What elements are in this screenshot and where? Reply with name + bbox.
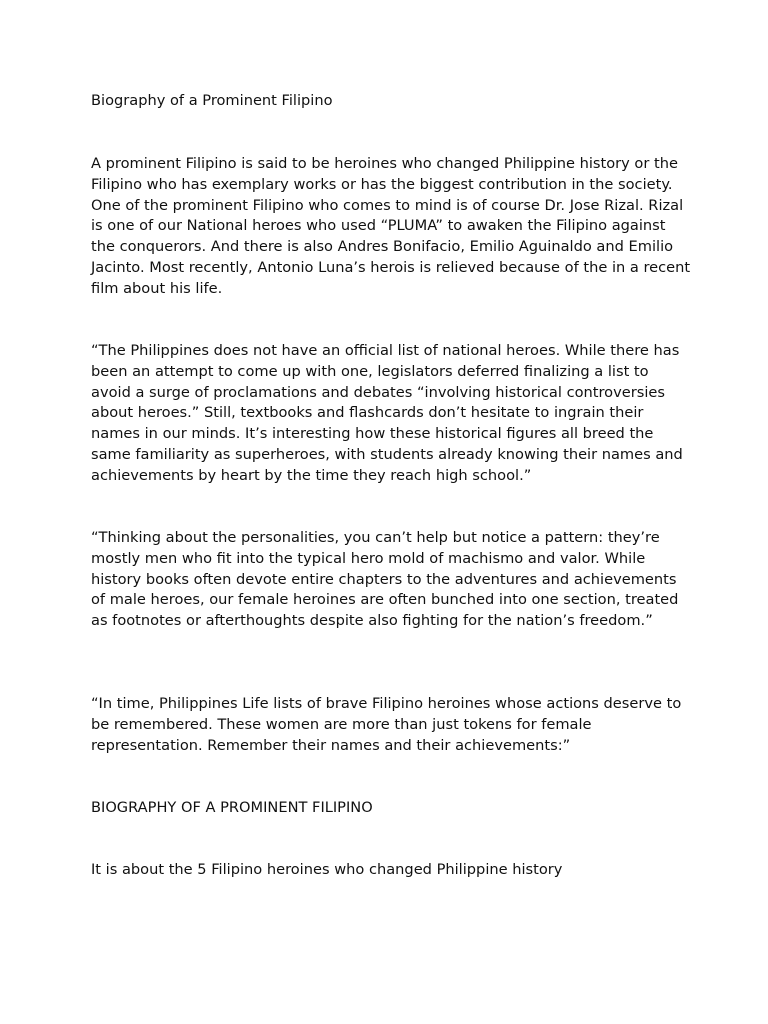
section-heading: BIOGRAPHY OF A PROMINENT FILIPINO (91, 799, 373, 816)
paragraph-quote-personalities: “Thinking about the personalities, you can’t help but notice a pattern: they’re mostly men who fit into the typical hero mold of machismo and valor. While history books often devote entire chapters to the adventures and achievements of male heroes, our female heroines are often bunched into one section, treated as footnotes or afterthoughts despite also fighting for the nation’s freedom.” (91, 529, 679, 630)
paragraph-intro: A prominent Filipino is said to be heroines who changed Philippine history or the Filipino who has exemplary works or has the biggest contribution in the society. One of the prominent Filipino who comes to mind is of course Dr. Jose Rizal. Rizal is one of our National heroes who used “PLUMA” to awaken the Filipino against the conquerors. And there is also Andres Bonifacio, Emilio Aguinaldo and Emilio Jacinto. Most recently, Antonio Luna’s herois is relieved because of the in a recent film about his life. (91, 155, 691, 297)
document-title: Biography of a Prominent Filipino (91, 92, 333, 109)
paragraph-quote-national-heroes: “The Philippines does not have an official list of national heroes. While there has been an attempt to come up with one, legislators deferred finalizing a list to avoid a surge of proclamations and debates “involving historical controversies about heroes.” Still, textbooks and flashcards don’t hesitate to ingrain their names in our minds. It’s interesting how these historical figures all breed the same familiarity as superheroes, with students already knowing their names and achievements by heart by the time they reach high school.” (91, 342, 683, 484)
paragraph-quote-heroines-list: “In time, Philippines Life lists of brave Filipino heroines whose actions deserve to be remembered. These women are more than just tokens for female representation. Remember their names and their achievements:” (91, 695, 682, 754)
closing-paragraph: It is about the 5 Filipino heroines who changed Philippine history (91, 861, 563, 878)
